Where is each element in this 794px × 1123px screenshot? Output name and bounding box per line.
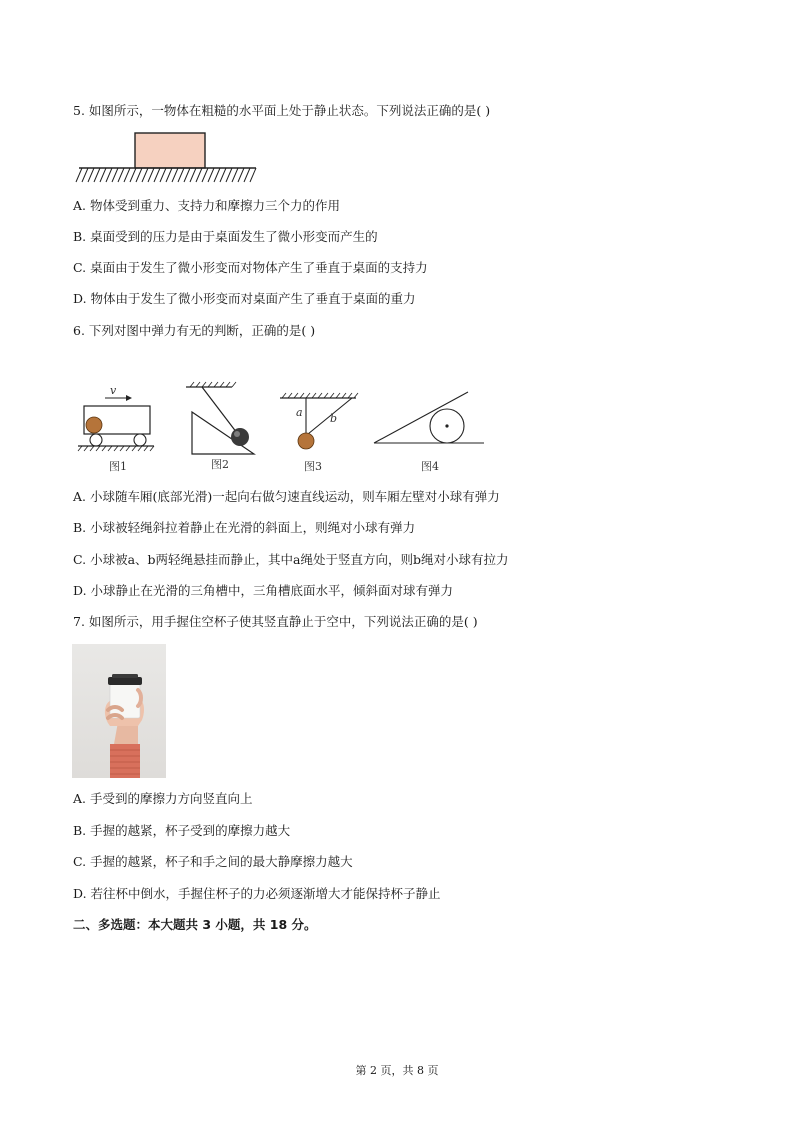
q6-option-d: D. 小球静止在光滑的三角槽中，三角槽底面水平，倾斜面对球有弹力	[73, 583, 454, 598]
q6-figure-1-cart	[78, 384, 158, 476]
ball	[298, 433, 314, 449]
q6-option-a: A. 小球随车厢(底部光滑)一起向右做匀速直线运动，则车厢左壁对小球有弹力	[73, 489, 500, 504]
q6-figure-3-two-ropes	[278, 392, 368, 476]
q7-option-b: B. 手握的越紧，杯子受到的摩擦力越大	[73, 823, 291, 838]
cup-lid	[108, 677, 142, 685]
block	[135, 133, 205, 168]
q7-option-c: C. 手握的越紧，杯子和手之间的最大静摩擦力越大	[73, 854, 353, 869]
q5-option-b: B. 桌面受到的压力是由于桌面发生了微小形变而产生的	[73, 229, 378, 244]
q5-option-c: C. 桌面由于发生了微小形变而对物体产生了垂直于桌面的支持力	[73, 260, 428, 275]
hand-cup-illustration	[72, 644, 166, 778]
rope-b-label: b	[330, 412, 338, 425]
velocity-label: v	[110, 384, 117, 397]
q6-option-b: B. 小球被轻绳斜拉着静止在光滑的斜面上，则绳对小球有弹力	[73, 520, 416, 535]
sleeve	[110, 744, 140, 778]
section-heading: 二、多选题：本大题共 3 小题，共 18 分。	[73, 917, 317, 932]
caption-fig3: 图3	[304, 460, 322, 473]
q5-option-d: D. 物体由于发生了微小形变而对桌面产生了垂直于桌面的重力	[73, 291, 416, 306]
cup-body	[110, 684, 140, 718]
wheel-left	[90, 434, 102, 446]
q6-option-c: C. 小球被a、b两轻绳悬挂而静止，其中a绳处于竖直方向，则b绳对小球有拉力	[73, 552, 509, 567]
q6-figure-4-triangle-groove	[372, 386, 492, 476]
q7-option-a: A. 手受到的摩擦力方向竖直向上	[73, 791, 253, 806]
hand-holding-cup-photo	[72, 644, 166, 778]
ground-hatch	[76, 168, 256, 182]
page-footer: 第 2 页，共 8 页	[355, 1064, 439, 1077]
ball	[231, 428, 249, 446]
rope	[202, 387, 237, 433]
caption-fig1: 图1	[109, 460, 127, 473]
q5-stem: 5. 如图所示，一物体在粗糙的水平面上处于静止状态。下列说法正确的是( )	[73, 103, 491, 118]
q6-stem: 6. 下列对图中弹力有无的判断，正确的是( )	[73, 323, 316, 338]
wheel-right	[134, 434, 146, 446]
q7-stem: 7. 如图所示，用手握住空杯子使其竖直静止于空中，下列说法正确的是( )	[73, 614, 478, 629]
ball	[86, 417, 102, 433]
rope-a-label: a	[296, 406, 303, 419]
q5-figure-block-on-surface	[76, 130, 260, 188]
caption-fig4: 图4	[421, 460, 439, 473]
q6-figure-2-incline-rope	[182, 382, 262, 476]
caption-fig2: 图2	[211, 458, 229, 471]
q5-option-a: A. 物体受到重力、支持力和摩擦力三个力的作用	[73, 198, 340, 213]
q7-option-d: D. 若往杯中倒水，手握住杯子的力必须逐渐增大才能保持杯子静止	[73, 886, 441, 901]
